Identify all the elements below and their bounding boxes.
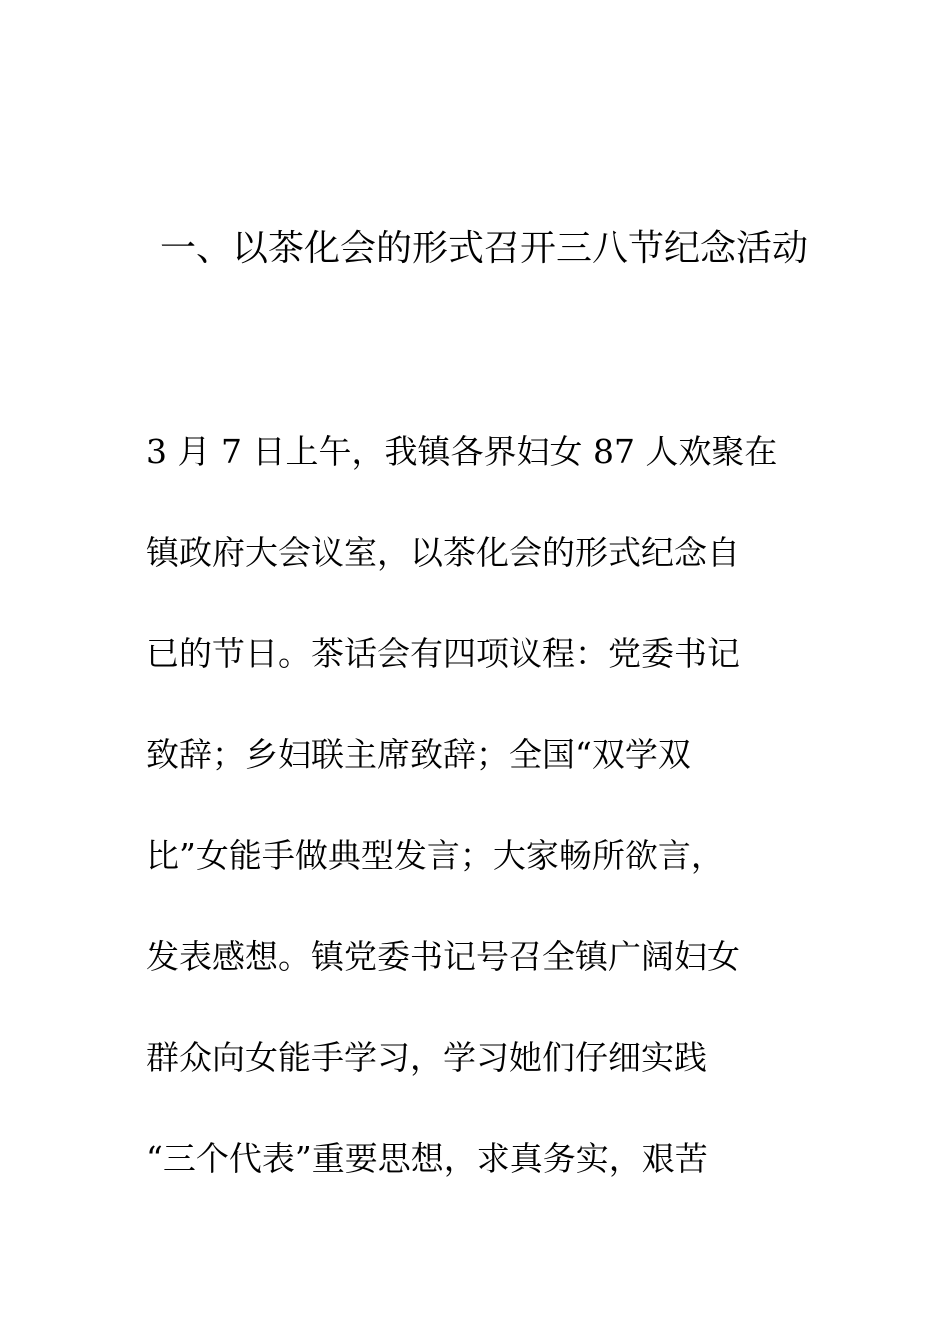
section-heading: 一、以茶化会的形式召开三八节纪念活动 <box>160 228 809 269</box>
text-line: 3 月 7 日上午，我镇各界妇女 87 人欢聚在 <box>146 432 778 471</box>
body-paragraph <box>146 425 806 1233</box>
text-line: 群众向女能手学习，学习她们仔细实践 <box>146 1038 707 1077</box>
text-line: 比”女能手做典型发言；大家畅所欲言， <box>146 836 724 875</box>
text-line: 发表感想。镇党委书记号召全镇广阔妇女 <box>146 937 740 976</box>
text-line: 镇政府大会议室，以茶化会的形式纪念自 <box>146 533 740 572</box>
text-line: “三个代表”重要思想，求真务实，艰苦 <box>146 1139 708 1178</box>
text-line: 已的节日。茶话会有四项议程：党委书记 <box>146 634 740 673</box>
text-line: 致辞；乡妇联主席致辞；全国“双学双 <box>146 735 691 774</box>
